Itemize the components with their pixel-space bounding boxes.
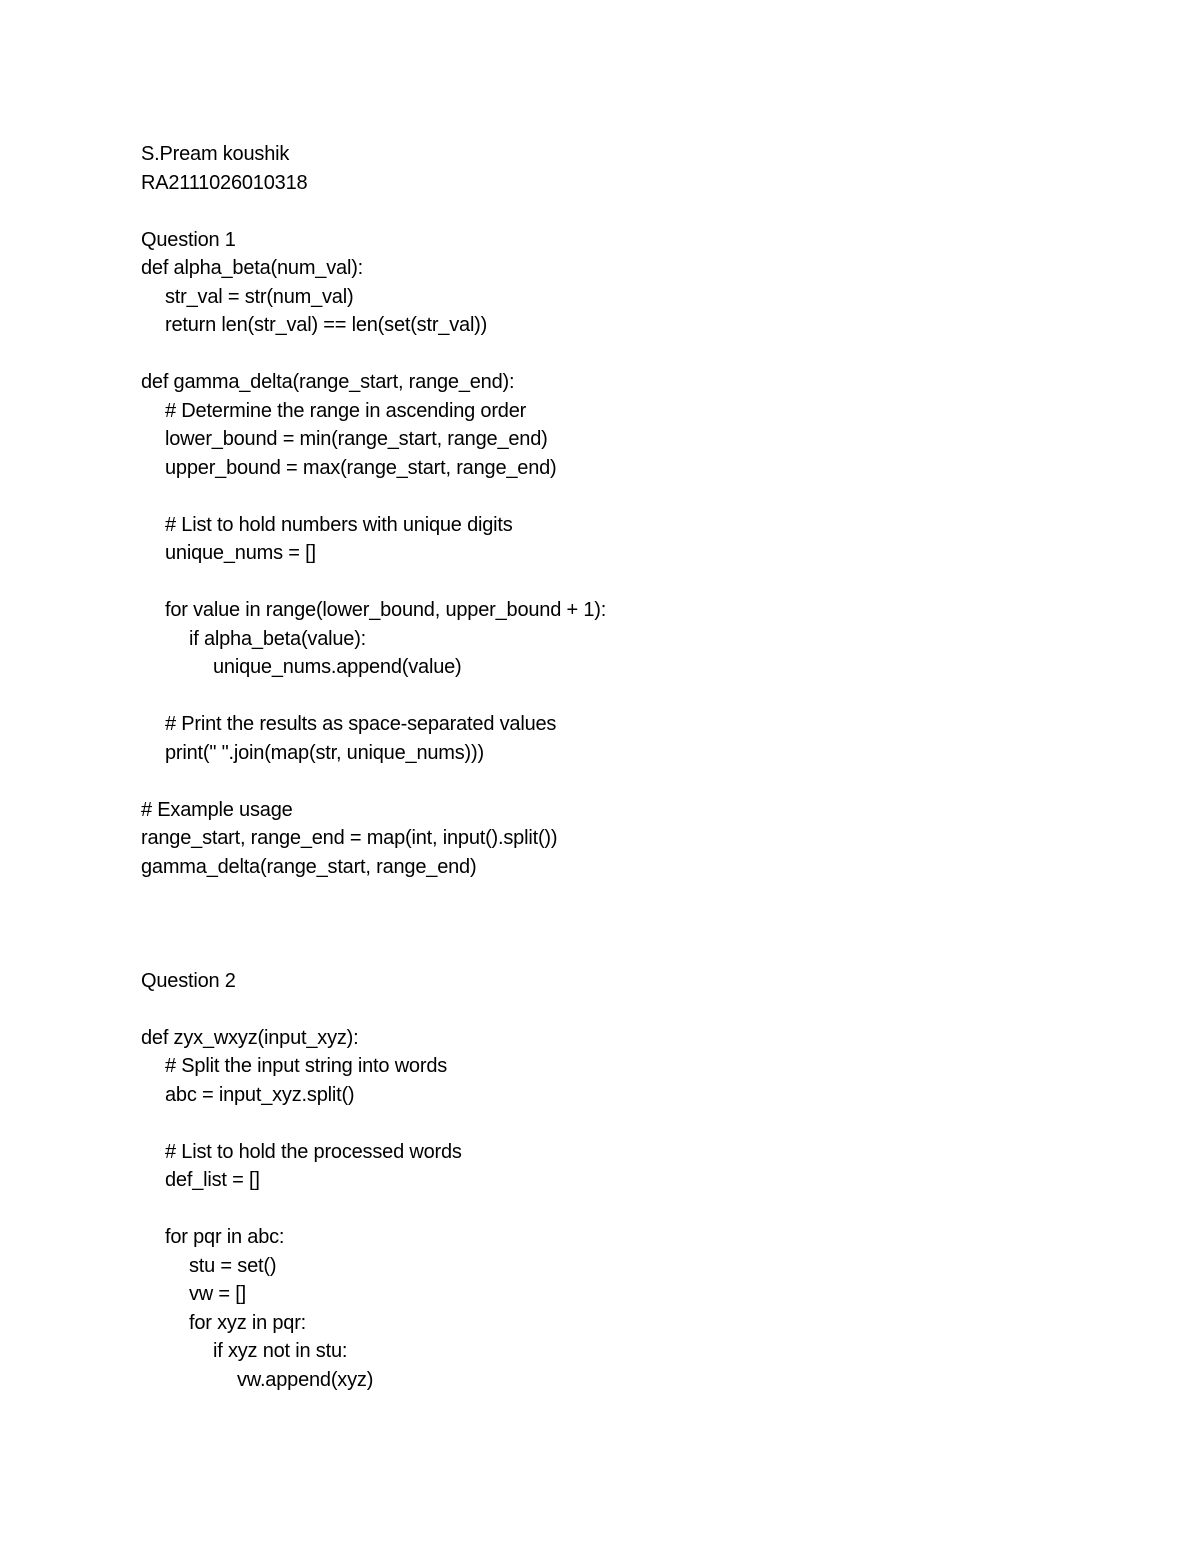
- blank-line: [141, 1109, 1141, 1138]
- code-line: if alpha_beta(value):: [189, 627, 367, 650]
- document-content: [141, 140, 1141, 1394]
- code-line: stu = set(): [189, 1254, 277, 1277]
- registration-number: RA2111026010318: [141, 171, 308, 194]
- code-line: def gamma_delta(range_start, range_end):: [141, 371, 515, 393]
- code-comment: # Split the input string into words: [165, 1055, 448, 1077]
- code-line: str_val = str(num_val): [165, 285, 354, 308]
- question-1-title: Question 1: [141, 228, 236, 251]
- blank-line: [141, 682, 1141, 711]
- blank-line: [141, 995, 1141, 1024]
- code-line: gamma_delta(range_start, range_end): [141, 855, 477, 878]
- blank-line: [141, 482, 1141, 511]
- blank-line: [141, 340, 1141, 369]
- code-line: vw = []: [189, 1283, 246, 1305]
- blank-line: [141, 197, 1141, 226]
- blank-line: [141, 938, 1141, 967]
- code-line: def_list = []: [165, 1169, 260, 1191]
- code-line: for value in range(lower_bound, upper_bound + 1):: [165, 599, 607, 621]
- blank-line: [141, 568, 1141, 597]
- blank-line: [141, 1195, 1141, 1224]
- code-line: for pqr in abc:: [165, 1226, 285, 1248]
- code-line: return len(str_val) == len(set(str_val)): [165, 314, 488, 336]
- code-line: abc = input_xyz.split(): [165, 1083, 355, 1106]
- code-line: print(" ".join(map(str, unique_nums))): [165, 741, 484, 764]
- blank-line: [141, 767, 1141, 796]
- code-line: vw.append(xyz): [237, 1368, 374, 1391]
- code-line: unique_nums = []: [165, 542, 316, 564]
- question-2-title: Question 2: [141, 969, 236, 992]
- code-line: lower_bound = min(range_start, range_end): [165, 428, 548, 450]
- author-name: S.Pream koushik: [141, 143, 290, 165]
- code-line: for xyz in pqr:: [189, 1311, 307, 1334]
- code-comment: # Determine the range in ascending order: [165, 399, 527, 422]
- blank-gap: [141, 881, 1141, 938]
- code-line: upper_bound = max(range_start, range_end): [165, 456, 557, 479]
- code-line: def alpha_beta(num_val):: [141, 257, 364, 279]
- code-comment: # List to hold numbers with unique digits: [165, 513, 513, 536]
- code-comment: # Example usage: [141, 798, 293, 821]
- code-line: range_start, range_end = map(int, input().split()): [141, 827, 558, 849]
- code-comment: # List to hold the processed words: [165, 1140, 462, 1163]
- code-comment: # Print the results as space-separated values: [165, 713, 557, 735]
- code-line: if xyz not in stu:: [213, 1340, 348, 1362]
- code-line: def zyx_wxyz(input_xyz):: [141, 1026, 359, 1049]
- code-line: unique_nums.append(value): [213, 656, 462, 678]
